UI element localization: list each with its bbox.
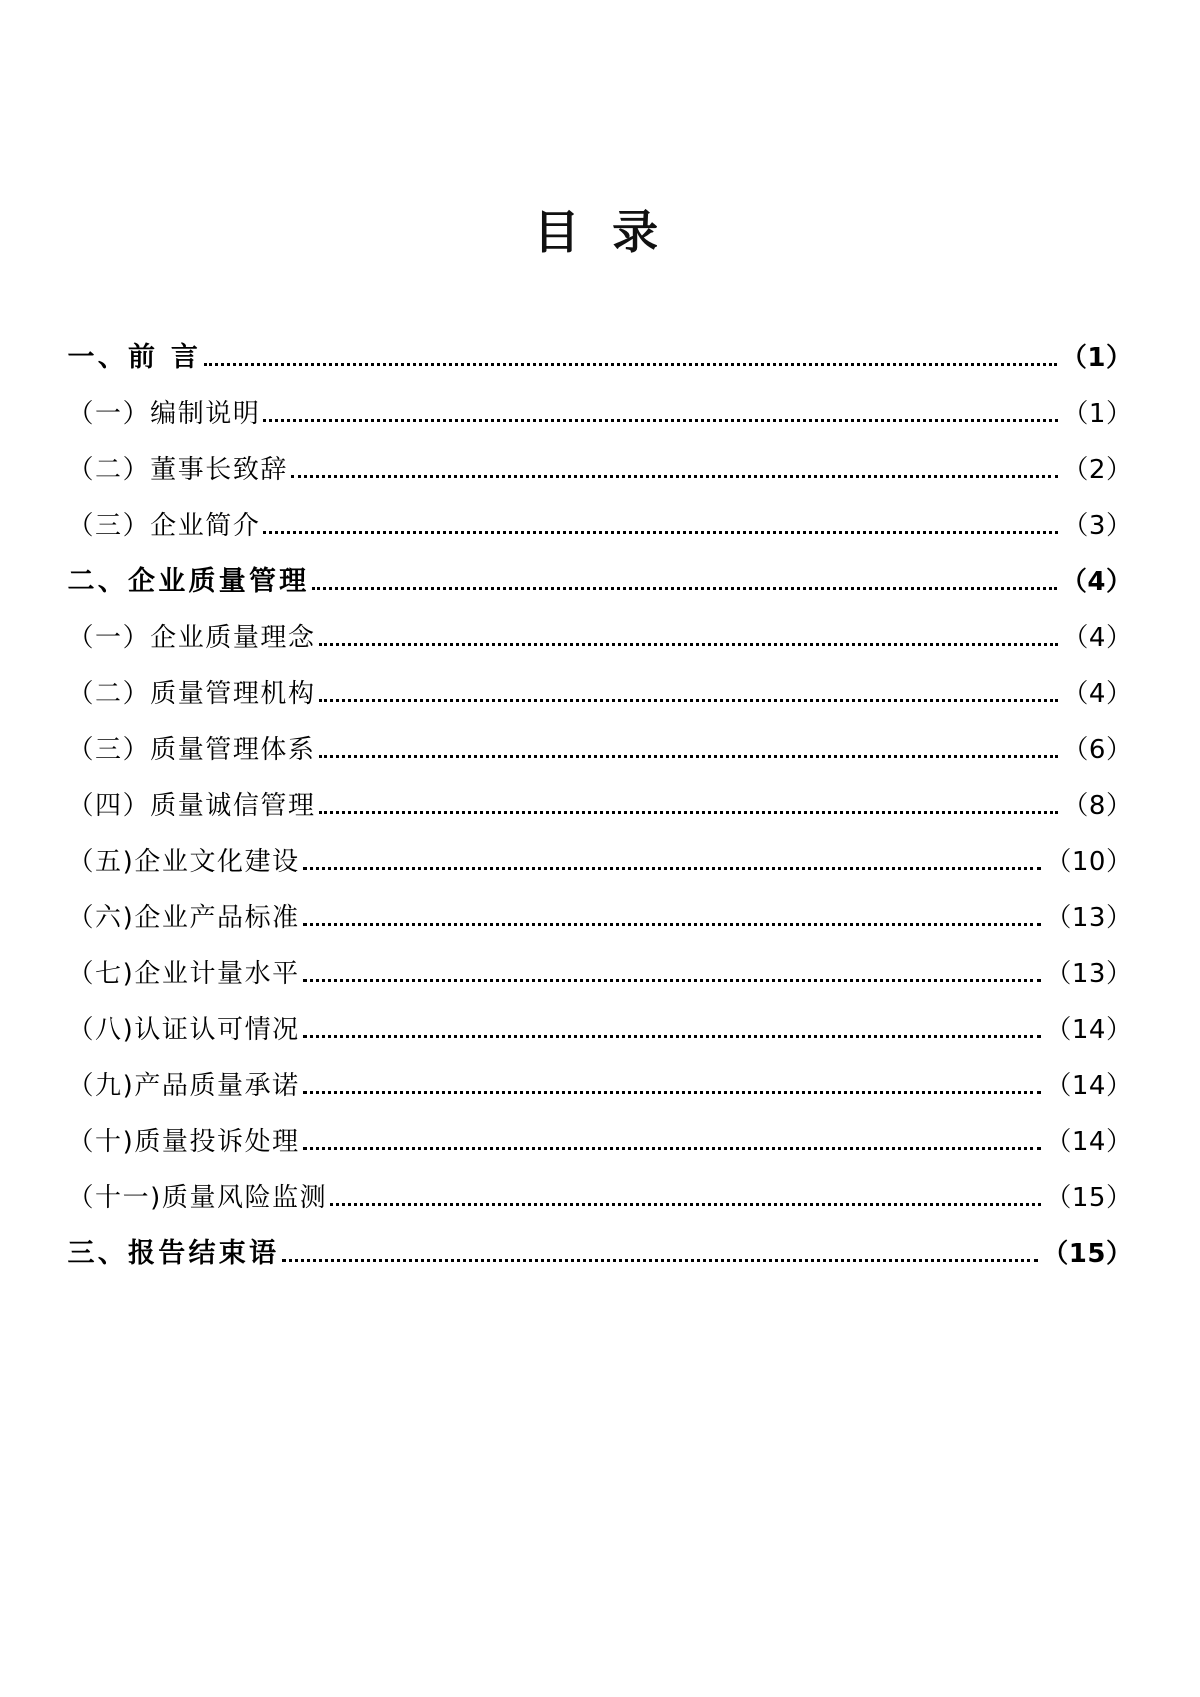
toc-entry-label: （二）质量管理机构 [67,679,316,709]
toc-entry[interactable] [68,722,1133,778]
toc-entry-label: （十一)质量风险监测 [67,1183,328,1213]
toc-entry[interactable] [68,610,1133,666]
toc-entry-page-number: （1） [1060,343,1133,373]
toc-entry[interactable] [68,442,1133,498]
toc-entry-label: （三）企业简介 [67,511,261,541]
toc-leader-dots [303,922,1042,926]
toc-entry-page-number: （1） [1062,399,1133,429]
toc-entry[interactable] [68,386,1133,442]
toc-entry[interactable] [68,1002,1133,1058]
toc-entry[interactable] [68,1170,1133,1226]
toc-entry-label: （一）编制说明 [67,399,261,429]
toc-entry-page-number: （13） [1045,959,1133,989]
toc-leader-dots [282,1258,1038,1262]
toc-leader-dots [263,418,1058,422]
toc-leader-dots [303,1034,1042,1038]
toc-entry[interactable] [68,1226,1133,1282]
toc-leader-dots [330,1202,1041,1206]
toc-entry[interactable] [68,778,1133,834]
toc-entry-page-number: （10） [1045,847,1133,877]
toc-leader-dots [303,866,1042,870]
toc-entry-page-number: （8） [1062,791,1133,821]
toc-entry-label: （三）质量管理体系 [67,735,316,765]
toc-entry-page-number: （15） [1045,1183,1133,1213]
toc-entry[interactable] [68,1058,1133,1114]
toc-entry-page-number: （14） [1045,1015,1133,1045]
toc-leader-dots [319,642,1059,646]
toc-entry[interactable] [68,946,1133,1002]
toc-entry-page-number: （3） [1062,511,1133,541]
toc-entry-label: （八)认证认可情况 [67,1015,300,1045]
toc-entry[interactable] [68,890,1133,946]
toc-entry-label: （五)企业文化建设 [67,847,300,877]
toc-entry[interactable] [68,330,1133,386]
toc-leader-dots [291,474,1058,478]
toc-leader-dots [263,530,1058,534]
toc-entry-label: 二、企业质量管理 [67,566,310,597]
toc-entry-page-number: （4） [1060,567,1133,597]
toc-entry[interactable] [68,1114,1133,1170]
toc-entry-label: （十)质量投诉处理 [67,1127,300,1157]
toc-leader-dots [319,810,1059,814]
toc-entry-page-number: （4） [1062,679,1133,709]
toc-leader-dots [319,754,1059,758]
toc-entry-label: （九)产品质量承诺 [67,1071,300,1101]
toc-entry-label: 一、前 言 [67,342,202,373]
table-of-contents [0,330,1200,1282]
toc-entry-label: （七)企业计量水平 [67,959,300,989]
toc-leader-dots [204,362,1057,366]
toc-leader-dots [319,698,1059,702]
toc-entry-label: （四）质量诚信管理 [67,791,316,821]
toc-entry[interactable] [68,554,1133,610]
toc-entry-label: （六)企业产品标准 [67,903,300,933]
toc-entry-page-number: （14） [1045,1071,1133,1101]
toc-entry-label: （一）企业质量理念 [67,623,316,653]
toc-entry-page-number: （15） [1042,1239,1133,1269]
toc-entry-label: （二）董事长致辞 [67,455,288,485]
toc-leader-dots [312,586,1056,590]
toc-entry[interactable] [68,666,1133,722]
toc-entry-label: 三、报告结束语 [67,1238,280,1269]
toc-entry-page-number: （14） [1045,1127,1133,1157]
toc-entry-page-number: （4） [1062,623,1133,653]
toc-entry-page-number: （6） [1062,735,1133,765]
toc-entry[interactable] [68,834,1133,890]
page-title: 目 录 [533,205,667,259]
toc-leader-dots [303,978,1042,982]
toc-leader-dots [303,1146,1042,1150]
toc-entry-page-number: （13） [1045,903,1133,933]
toc-entry[interactable] [68,498,1133,554]
toc-entry-page-number: （2） [1062,455,1133,485]
toc-leader-dots [303,1090,1042,1094]
